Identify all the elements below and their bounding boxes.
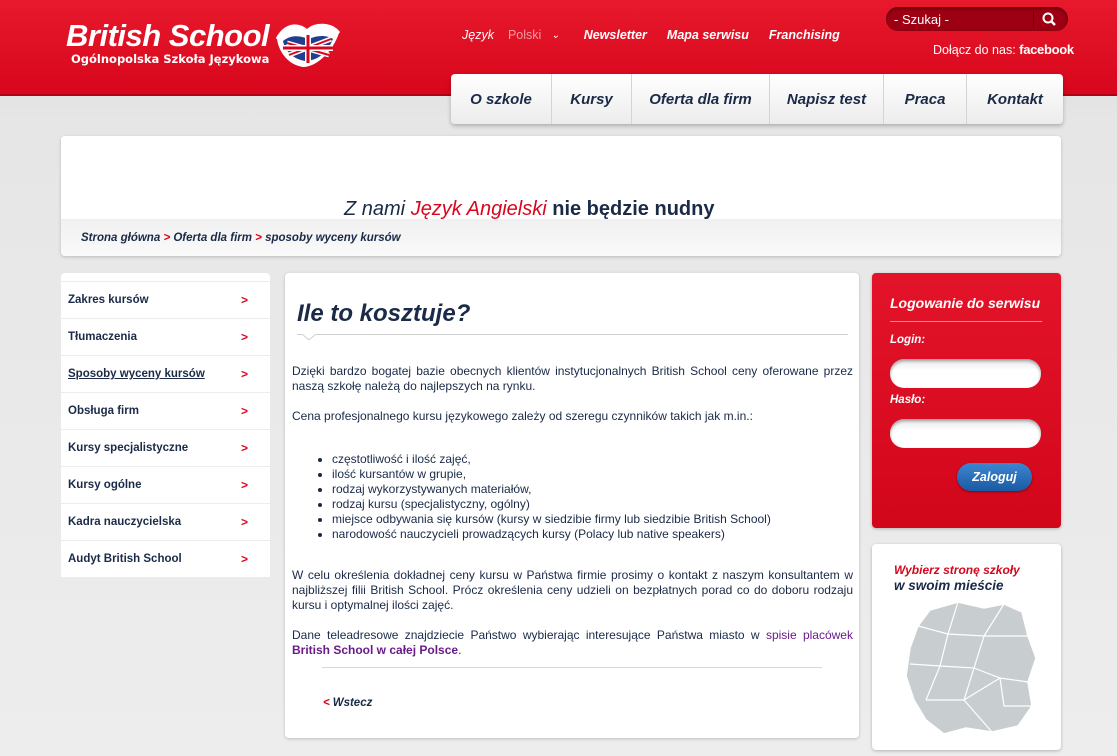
sidebar-item-label: Sposoby wyceny kursów [68, 368, 205, 380]
sidebar-item-kursy-specjalistyczne[interactable] [61, 429, 270, 466]
list-item: • rodzaj wykorzystywanych materiałów, [332, 482, 771, 497]
search-icon[interactable] [1038, 9, 1062, 29]
breadcrumb-separator: > [255, 232, 262, 244]
nav-praca[interactable]: Praca [884, 74, 967, 124]
chevron-right-icon: > [241, 293, 249, 307]
login-field[interactable] [890, 359, 1041, 388]
chevron-right-icon: > [241, 552, 249, 566]
banner-tagline [344, 198, 714, 221]
sidebar-item-label: Zakres kursów [68, 294, 149, 306]
sidebar-item-sposoby-wyceny[interactable] [61, 355, 270, 392]
nav-o-szkole[interactable]: O szkole [451, 74, 552, 124]
nav-oferta-dla-firm[interactable]: Oferta dla firm [632, 74, 770, 124]
list-item: • miejsce odbywania się kursów (kursy w siedzibie firmy lub siedzibie British School) [332, 512, 771, 527]
chevron-right-icon: > [241, 330, 249, 344]
breadcrumb-offer[interactable]: Oferta dla firm [173, 232, 252, 244]
chevron-right-icon: > [241, 478, 249, 492]
factors-list [332, 452, 771, 542]
poland-map-icon[interactable] [900, 596, 1040, 736]
paragraph-contact: W celu określenia dokładnej ceny kursu w Państwa firmie prosimy o kontakt z naszym konsultantem w najbliższej filii British School. Prócz określenia ceny udzieli on bezpłatnych porad co do doboru rodzaju kursu i optymalnej ilości zajęć. [292, 568, 853, 612]
chevron-down-icon[interactable]: ⌄ [551, 29, 560, 41]
sidebar-item-obsluga-firm[interactable] [61, 392, 270, 429]
sidebar [61, 273, 270, 577]
facebook-link[interactable]: facebook [1019, 42, 1074, 57]
locations-suffix: . [458, 643, 462, 657]
breadcrumb-home[interactable]: Strona główna [81, 232, 161, 244]
logo-title: British School [66, 18, 270, 53]
login-label: Login: [890, 334, 926, 346]
sidebar-item-kursy-ogolne[interactable] [61, 466, 270, 503]
lips-flag-icon [273, 17, 343, 71]
language-select[interactable]: Polski [507, 28, 542, 42]
tagline-suffix: nie będzie nudny [546, 198, 715, 220]
logo[interactable] [66, 20, 269, 66]
join-us [933, 42, 1074, 57]
paragraph-intro: Dzięki bardzo bogatej bazie obecnych klientów instytucjonalnych British School ceny oferowane przez naszą szkołę należą do najlepszych na rynku. [292, 364, 853, 393]
chevron-right-icon: > [241, 515, 249, 529]
page-title: Ile to kosztuje? [297, 300, 471, 327]
search-divider [1033, 11, 1034, 27]
top-links [462, 28, 860, 42]
list-item: • ilość kursantów w grupie, [332, 467, 771, 482]
search-input[interactable] [894, 11, 1030, 27]
nav-napisz-test[interactable]: Napisz test [770, 74, 884, 124]
login-title: Logowanie do serwisu [890, 295, 1041, 311]
password-field[interactable] [890, 419, 1041, 448]
login-divider [890, 321, 1042, 322]
password-label: Hasło: [890, 394, 926, 406]
sitemap-link[interactable]: Mapa serwisu [666, 28, 749, 42]
back-arrow-icon: < [323, 697, 330, 709]
chevron-right-icon: > [241, 441, 249, 455]
sidebar-item-label: Obsługa firm [68, 405, 139, 417]
sidebar-item-label: Audyt British School [68, 553, 182, 565]
banner [61, 136, 1061, 256]
sidebar-item-kadra-nauczycielska[interactable] [61, 503, 270, 540]
tagline-highlight: Język Angielski [410, 198, 547, 220]
sidebar-item-label: Kursy specjalistyczne [68, 442, 189, 454]
back-label: Wstecz [332, 697, 373, 709]
main-content [285, 273, 859, 738]
login-button[interactable]: Zaloguj [957, 463, 1032, 491]
map-title-line1: Wybierz stronę szkoły [894, 563, 1020, 577]
newsletter-link[interactable]: Newsletter [583, 28, 647, 42]
sidebar-item-label: Tłumaczenia [68, 331, 138, 343]
list-item: • narodowość nauczycieli prowadzących kursy (Polacy lub native speakers) [332, 527, 771, 542]
locations-link-bold[interactable]: British School w całej Polsce [292, 643, 459, 657]
breadcrumb-separator: > [163, 232, 171, 244]
map-title-line2: w swoim mieście [894, 578, 1004, 593]
school-map-box [872, 544, 1061, 750]
content-divider [322, 667, 822, 668]
login-panel [872, 273, 1061, 528]
locations-text: Dane teleadresowe znajdziecie Państwo wybierając interesujące Państwa miasto w [292, 628, 766, 642]
chevron-right-icon: > [241, 404, 249, 418]
main-nav [451, 74, 1063, 124]
logo-subtitle: Ogólnopolska Szkoła Językowa [71, 52, 270, 66]
breadcrumb [81, 232, 401, 244]
locations-link[interactable]: spisie placówek [765, 628, 853, 642]
paragraph-factors: Cena profesjonalnego kursu językowego zależy od szeregu czynników takich jak m.in.: [292, 409, 753, 423]
sidebar-item-audyt[interactable] [61, 540, 270, 577]
list-item: • rodzaj kursu (specjalistyczny, ogólny) [332, 497, 771, 512]
franchising-link[interactable]: Franchising [768, 28, 840, 42]
title-divider [297, 334, 848, 335]
join-label: Dołącz do nas: [933, 43, 1016, 57]
sidebar-item-label: Kursy ogólne [68, 479, 142, 491]
list-item: • częstotliwość i ilość zajęć, [332, 452, 771, 467]
divider-notch [302, 334, 316, 341]
language-label: Język [462, 28, 494, 42]
search-box [886, 7, 1068, 31]
sidebar-item-label: Kadra nauczycielska [68, 516, 182, 528]
nav-kursy[interactable]: Kursy [552, 74, 632, 124]
sidebar-item-zakres-kursow[interactable] [61, 281, 270, 318]
breadcrumb-current: sposoby wyceny kursów [265, 232, 401, 244]
paragraph-locations [292, 628, 853, 658]
nav-kontakt[interactable]: Kontakt [987, 90, 1043, 108]
sidebar-item-tlumaczenia[interactable] [61, 318, 270, 355]
back-link[interactable] [323, 697, 372, 709]
chevron-right-icon: > [241, 367, 249, 381]
tagline-prefix: Z nami [344, 198, 411, 220]
